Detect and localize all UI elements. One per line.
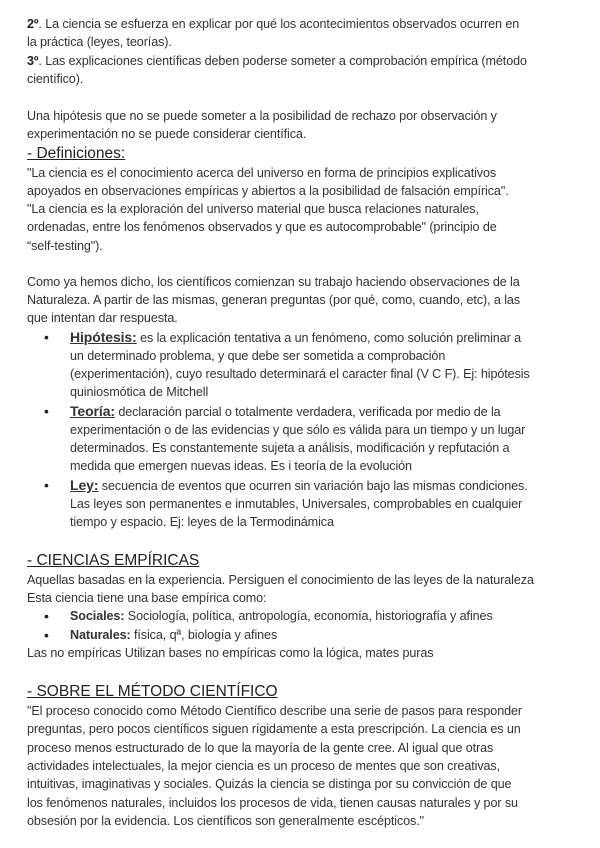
text-line: la práctica (leyes, teorías). — [27, 35, 172, 49]
text-line: un determinado problema, y que debe ser sometida a comprobación — [70, 349, 446, 363]
bullet-icon: • — [44, 627, 49, 643]
text-line: "La ciencia es el conocimiento acerca del universo en forma de principios explicativos — [27, 166, 497, 180]
text-span: . La ciencia se esfuerza en explicar por qué los acontecimientos observados ocurren en — [38, 17, 520, 31]
text-line: (experimentación), cuyo resultado determinará el caracter final (V C F). Ej: hipótesis — [70, 367, 530, 381]
text-line: Aquellas basadas en la experiencia. Persiguen el conocimiento de las leyes de la naturaleza — [27, 573, 534, 587]
text-span: es la explicación tentativa a un fenómeno, como solución preliminar a — [136, 331, 522, 345]
text-line: intuitivas, imaginativas y sociales. Quizás la ciencia se distinga por su convicción de que — [27, 777, 512, 791]
text-line: los fenómenos naturales, incluidos los procesos de vida, tienen causas naturales y por su — [27, 796, 518, 810]
text-line: apoyados en observaciones empíricas y abiertos a la posibilidad de falsación empírica". — [27, 184, 509, 198]
text-line: quiniosmótica de Mitchell — [70, 385, 209, 399]
text-line: medida que emergen nuevas ideas. Es i teoría de la evolución — [70, 459, 412, 473]
text-line: experimentación o de las evidencias y que sólo es válida para un tiempo y un lugar — [70, 423, 526, 437]
text-line: Naturaleza. A partir de las mismas, generan preguntas (por qué, como, cuando, etc), a las — [27, 293, 521, 307]
text-line — [27, 15, 519, 33]
list-item-naturales — [70, 626, 277, 644]
text-line: Las leyes son permanentes e inmutables, Universales, comprobables en cualquier — [70, 497, 523, 511]
text-line: actividades intelectuales, la mejor ciencia es un proceso de mentes que son creativas, — [27, 759, 501, 773]
text-span: declaración parcial o totalmente verdadera, verificada por medio de la — [114, 405, 501, 419]
text-line: “self-testing"). — [27, 239, 103, 253]
bullet-icon: • — [44, 403, 49, 419]
text-line: obsesión por la evidencia. Los científicos son generalmente escépticos." — [27, 814, 425, 828]
text-line: Las no empíricas Utilizan bases no empíricas como la lógica, mates puras — [27, 646, 434, 660]
text-span: . Las explicaciones científicas deben poderse someter a comprobación empírica (método — [38, 54, 527, 68]
bullet-icon: • — [44, 477, 49, 493]
term-sociales: Sociales: — [70, 609, 125, 623]
text-line: ordenadas, entre los fenómenos observados y que es autocomprobable" (principio de — [27, 220, 497, 234]
text-line — [27, 52, 527, 70]
text-line: experimentación no se puede considerar científica. — [27, 127, 307, 141]
text-line: Como ya hemos dicho, los científicos comienzan su trabajo haciendo observaciones de la — [27, 275, 520, 289]
text-span: física, qª, biología y afines — [130, 628, 278, 642]
text-line: preguntas, pero pocos científicos siguen rígidamente a esta prescripción. La ciencia es un — [27, 722, 521, 736]
list-item-sociales — [70, 607, 493, 625]
bullet-icon: • — [44, 329, 49, 345]
term-ley: Ley: — [70, 477, 99, 493]
ordinal-number: 3º — [27, 54, 39, 68]
section-heading-metodo-cientifico: - SOBRE EL MÉTODO CIENTÍFICO — [27, 683, 278, 700]
section-heading-ciencias-empiricas: - CIENCIAS EMPÍRICAS — [27, 552, 200, 569]
bullet-icon: • — [44, 608, 49, 624]
text-line: Una hipótesis que no se puede someter a la posibilidad de rechazo por observación y — [27, 109, 497, 123]
ordinal-number: 2º — [27, 17, 39, 31]
text-span: Sociología, política, antropología, economía, historiografía y afines — [124, 609, 493, 623]
text-line: determinados. Es constantemente sujeta a análisis, modificación y repfutación a — [70, 441, 510, 455]
term-naturales: Naturales: — [70, 628, 131, 642]
text-line: Esta ciencia tiene una base empírica como: — [27, 591, 267, 605]
text-line: tiempo y espacio. Ej: leyes de la Termodinámica — [70, 515, 334, 529]
text-line: "La ciencia es la exploración del universo material que busca relaciones naturales, — [27, 202, 479, 216]
text-line: científico). — [27, 72, 84, 86]
list-item-ley — [70, 476, 528, 495]
list-item-hipotesis — [70, 328, 521, 347]
text-span: secuencia de eventos que ocurren sin variación bajo las mismas condiciones. — [98, 479, 528, 493]
section-heading-definiciones: - Definiciones: — [27, 145, 126, 162]
text-line: proceso menos estructurado de lo que la mayoría de la gente cree. Al igual que otras — [27, 741, 494, 755]
term-hipotesis: Hipótesis: — [70, 329, 137, 345]
term-teoria: Teoría: — [70, 403, 115, 419]
text-line: "El proceso conocido como Método Científico describe una serie de pasos para responder — [27, 704, 523, 718]
text-line: que intentan dar respuesta. — [27, 311, 178, 325]
list-item-teoria — [70, 402, 501, 421]
